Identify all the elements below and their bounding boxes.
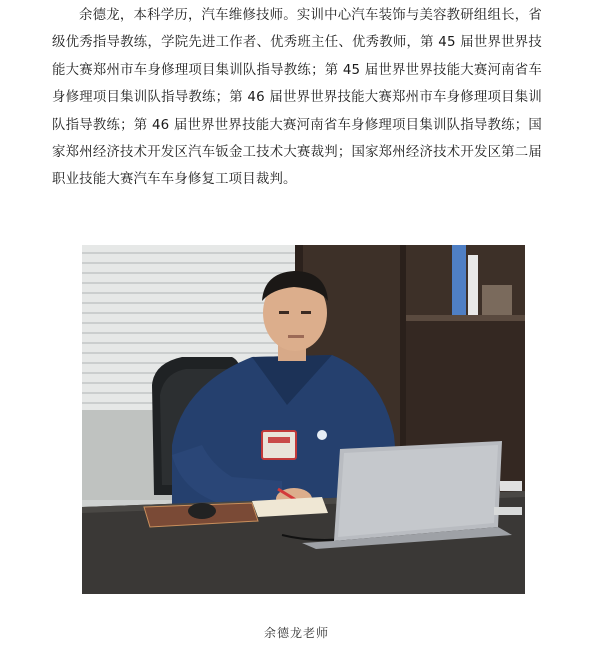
teacher-photo <box>82 245 525 594</box>
bio-paragraph: 余德龙，本科学历，汽车维修技师。实训中心汽车装饰与美容教研组组长，省级优秀指导教练，学院先进工作者、优秀班主任、优秀教师，第 45 届世界世界技能大赛郑州市车身修理项目集训队指导教练；第 45 届世界世界技能大赛河南省车身修理项目集训队指导教练；第 46 届世界世界技能大赛郑州市车身修理项目集训队指导教练；第 46 届世界世界技能大赛河南省车身修理项目集训队指导教练；国家郑州经济技术开发区汽车钣金工技术大赛裁判；国家郑州经济技术开发区第二届职业技能大赛汽车车身修复工项目裁判。 <box>52 8 542 188</box>
photo-caption: 余德龙老师 <box>263 626 329 640</box>
